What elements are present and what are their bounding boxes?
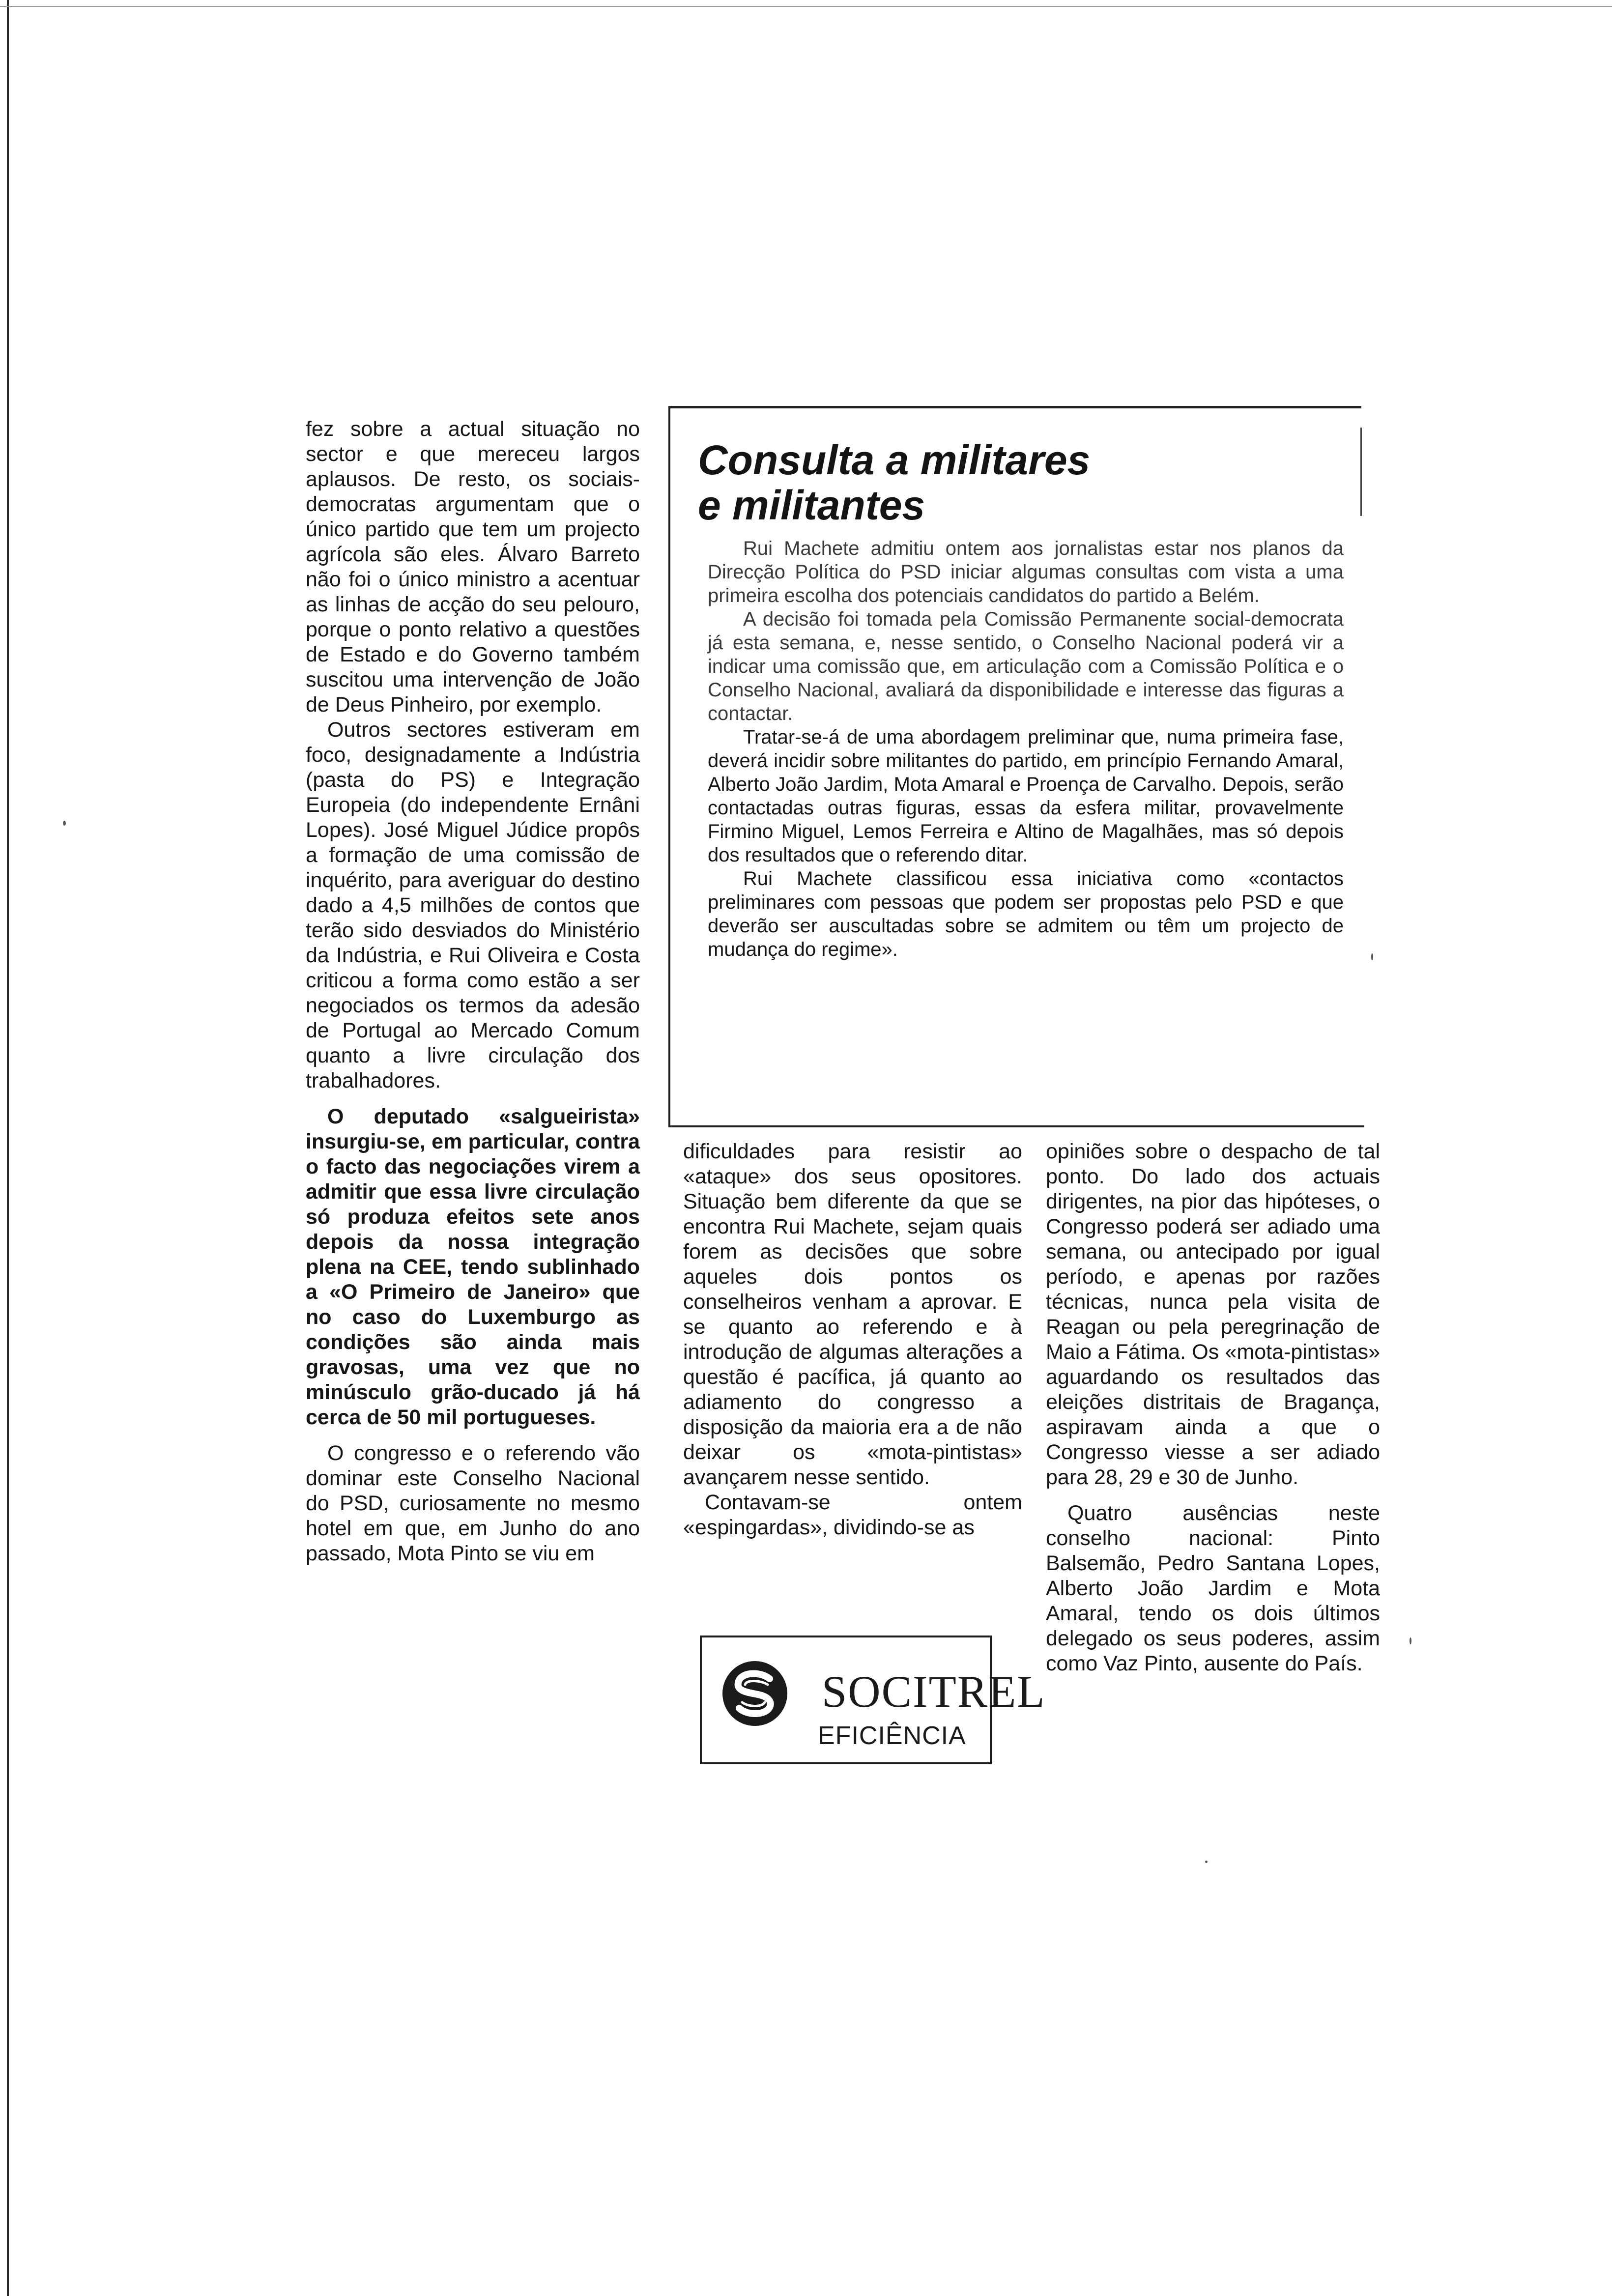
left-paragraph-1: fez sobre a actual situação no sector e que mereceu largos aplausos. De resto, os sociais-democratas argumentam que o único partido que tem um projecto agrícola são eles. Álvaro Barreto não foi o único ministro a acentuar as linhas de acção do seu pelouro, porque o ponto relativo a questões de Estado e do Governo também suscitou uma intervenção de João de Deus Pinheiro, por exemplo.: [306, 417, 640, 717]
box-paragraph-1: Rui Machete admitiu ontem aos jornalistas estar nos planos da Direcção Política do PSD iniciar algumas consultas com vista a uma primeira escolha dos potenciais candidatos do partido a Belém.: [708, 538, 1344, 606]
sidebar-article-title: [698, 437, 1337, 528]
middle-paragraph-1: dificuldades para resistir ao «ataque» dos seus opositores. Situação bem diferente da que se encontra Rui Machete, sejam quais forem as decisões que sobre aqueles dois pontos os conselheiros venham a aprovar. E se quanto ao referendo e à introdução de algumas alterações a questão é pacífica, já quanto ao adiamento do congresso a disposição da maioria era a de não deixar os «mota-pintistas» avançarem nesse sentido.: [683, 1140, 1022, 1489]
left-paragraph-2: Outros sectores estiveram em foco, designadamente a Indústria (pasta do PS) e Integração Europeia (do independente Ernâni Lopes). José Miguel Júdice propôs a formação de uma comissão de inquérito, para averiguar do destino dado a 4,5 milhões de contos que terão sido desviados do Ministério da Indústria, e Rui Oliveira e Costa criticou a forma como estão a ser negociados os termos da adesão de Portugal ao Mercado Comum quanto a livre circulação dos trabalhadores.: [306, 718, 640, 1092]
socitrel-s-logo-icon: [720, 1659, 789, 1728]
left-paragraph-4: O congresso e o referendo vão dominar este Conselho Nacional do PSD, curiosamente no mesmo hotel em que, em Junho do ano passado, Mota Pinto se viu em: [306, 1441, 640, 1565]
title-line-2: e militantes: [698, 482, 925, 528]
box-paragraph-2: A decisão foi tomada pela Comissão Permanente social-democrata já esta semana, e, nesse sentido, o Conselho Nacional poderá vir a indicar uma comissão que, em articulação com a Comissão Política e o Conselho Nacional, avaliará da disponibilidade e interesse das figuras a contactar.: [708, 608, 1344, 724]
scan-speck: [1205, 1861, 1208, 1863]
ad-slogan: EFICIÊNCIA: [818, 1722, 966, 1750]
box-paragraph-4: Rui Machete classificou essa iniciativa como «contactos preliminares com pessoas que podem ser propostas pelo PSD e que deverão ser auscultadas sobre se admitem ou têm um projecto de mudança do regime».: [708, 868, 1344, 960]
socitrel-advertisement: [700, 1636, 1046, 1764]
scan-speck: [63, 821, 66, 826]
right-paragraph-1: opiniões sobre o despacho de tal ponto. Do lado dos actuais dirigentes, na pior das hipóteses, o Congresso poderá ser adiado uma semana, ou antecipado por igual período, e apenas por razões técnicas, nunca pela visita de Reagan ou pela peregrinação de Maio a Fátima. Os «mota-pintistas» aguardando os resultados das eleições distritais de Bragança, aspiravam ainda a que o Congresso viesse a ser adiado para 28, 29 e 30 de Junho.: [1046, 1140, 1380, 1489]
left-column: [306, 417, 640, 1566]
right-paragraph-2: Quatro ausências neste conselho nacional: Pinto Balsemão, Pedro Santana Lopes, Alberto João Jardim e Mota Amaral, tendo os dois últimos delegado os seus poderes, assim como Vaz Pinto, ausente do País.: [1046, 1501, 1380, 1675]
scan-speck: [1410, 1637, 1411, 1644]
sidebar-article-body: [708, 537, 1344, 961]
middle-column: [683, 1139, 1022, 1540]
box-right-rule: [1360, 428, 1362, 516]
middle-paragraph-2: Contavam-se ontem «espingardas», dividindo-se as: [683, 1491, 1022, 1539]
scan-top-edge: [0, 6, 1612, 7]
ad-brand-name: SOCITREL: [822, 1666, 1046, 1717]
scan-left-edge: [7, 0, 9, 2296]
box-paragraph-3: Tratar-se-á de uma abordagem preliminar que, numa primeira fase, deverá incidir sobre militantes do partido, em princípio Fernando Amaral, Alberto João Jardim, Mota Amaral e Proença de Carvalho. Depois, serão contactadas outras figuras, essas da esfera militar, provavelmente Firmino Miguel, Lemos Ferreira e Altino de Magalhães, mas só depois dos resultados que o referendo ditar.: [708, 726, 1344, 866]
left-paragraph-3: O deputado «salgueirista» insurgiu-se, em particular, contra o facto das negociações virem a admitir que essa livre circulação só produza efeitos sete anos depois da nossa integração plena na CEE, tendo sublinhado a «O Primeiro de Janeiro» que no caso do Luxemburgo as condições são ainda mais gravosas, uma vez que no minúsculo grão-ducado já há cerca de 50 mil portugueses.: [306, 1105, 640, 1429]
scan-speck: [1371, 953, 1373, 960]
right-column: [1046, 1139, 1380, 1676]
title-line-1: Consulta a militares: [698, 437, 1091, 483]
